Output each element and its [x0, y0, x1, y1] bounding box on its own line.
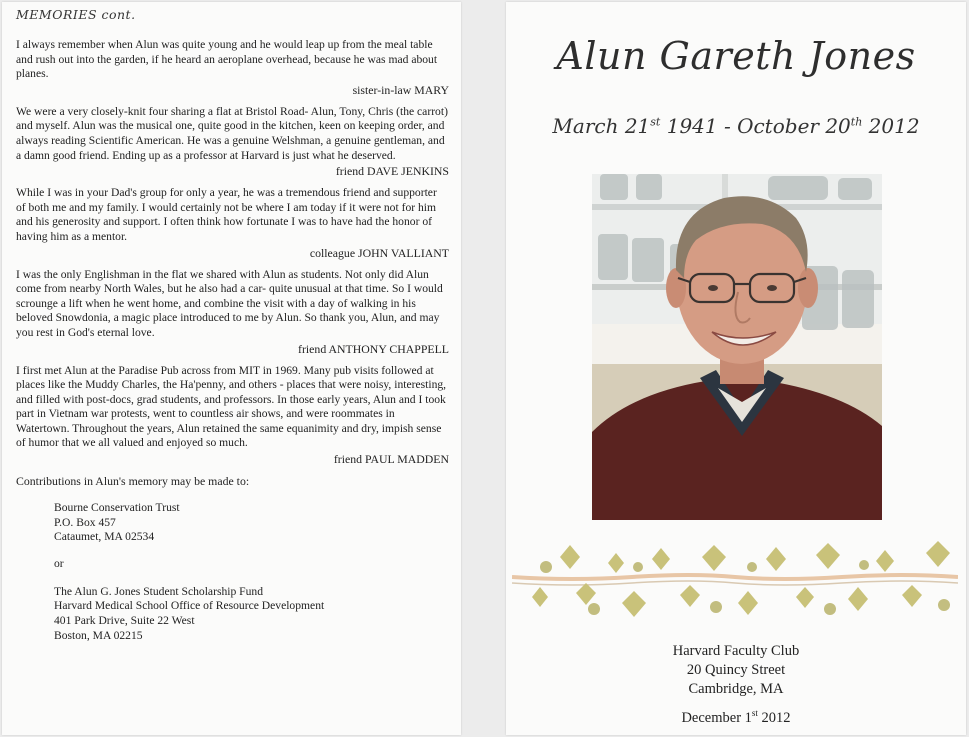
venue-line: Harvard Faculty Club [672, 643, 800, 659]
tribute-dave-jenkins [16, 105, 449, 178]
tribute-text: I first met Alun at the Paradise Pub across from MIT in 1969. Many pub visits followed at places like the Muddy Charles, the Ha'penny, and others - places that were noisy, interesting, and filled with post-docs, grad students, and professors. In those early years, Alun and I took part in Vietnam war protests, went to countless air shows, and were roommates in Watertown. Throughout the years, Alun retained the same equanimity and dry, impish sense of humor that we all valued and enjoyed so much. [16, 363, 447, 450]
venue-line: 20 Quincy Street [686, 662, 786, 678]
service-date-year: 2012 [757, 709, 791, 726]
address-line: 401 Park Drive, Suite 22 West [54, 614, 195, 628]
tribute-text: I always remember when Alun was quite young and he would leap up from the meal table and rush out into the garden, if he heard an aeroplane overhead, because he was mad about planes. [16, 38, 438, 81]
death-year: 2012 [862, 114, 920, 138]
contributions-intro: Contributions in Alun's memory may be made to: [16, 474, 250, 489]
service-date [506, 708, 966, 727]
tribute-signature: friend PAUL MADDEN [333, 452, 449, 467]
memories-heading: MEMORIES cont. [16, 7, 136, 22]
right-page [506, 2, 966, 735]
death-suffix: th [850, 115, 863, 129]
service-date-day: December 1 [681, 709, 752, 726]
address-line: P.O. Box 457 [54, 515, 116, 529]
address-line: Cataumet, MA 02534 [54, 530, 155, 544]
tribute-signature: friend ANTHONY CHAPPELL [298, 341, 449, 356]
portrait-photo [592, 174, 882, 520]
service-venue [506, 642, 966, 699]
tribute-anthony-chappell [16, 268, 449, 356]
address-line: Bourne Conservation Trust [54, 501, 180, 515]
portrait-illustration [592, 174, 882, 520]
tribute-paul-madden [16, 364, 449, 467]
tribute-mary [16, 38, 449, 97]
birth-year-death-date: 1941 - October 20 [660, 114, 851, 138]
life-dates [506, 114, 966, 138]
tribute-signature: colleague JOHN VALLIANT [309, 245, 449, 260]
tribute-john-valliant [16, 186, 449, 259]
venue-line: Cambridge, MA [688, 681, 784, 697]
memories-column [16, 7, 449, 643]
address-line: Harvard Medical School Office of Resource Development [54, 599, 325, 613]
tribute-text: I was the only Englishman in the flat we shared with Alun as students. Not only did Alun come from nearby North Wales, but he also had a car- quite unusual at that time. So I would scrounge a lift when he went home, and combine the visit with a day of walking in his beloved Snowdonia, a magic place introduced to me by Alun. So thank you, Alun, and may you rest in God's eternal love. [16, 267, 443, 339]
tribute-text: We were a very closely-knit four sharing a flat at Bristol Road- Alun, Tony, Chris (the carrot) and myself. Alun was the musical one, quite good in the kitchen, keen on keeping order, and always reading Scientific American. He was a genuine Welshman, a genuine gentleman, and a damn good friend. Ending up as a professor at Harvard is just what he deserved. [16, 104, 448, 162]
or-separator: or [54, 556, 64, 570]
tribute-signature: friend DAVE JENKINS [335, 164, 449, 179]
address-line: The Alun G. Jones Student Scholarship Fund [54, 584, 264, 598]
scholarship-fund-address [54, 585, 449, 643]
service-date-suffix: st [751, 708, 758, 718]
left-page [2, 2, 461, 735]
tribute-text: While I was in your Dad's group for only a year, he was a tremendous friend and supporter of both me and my family. I would certainly not be where I am today if it were not for him and his generosity and support. I often think how fortunate I was to have had the honor of having him as a mentor. [16, 186, 437, 243]
address-line: Boston, MA 02215 [54, 628, 143, 642]
birth-date: March 21 [552, 114, 651, 138]
bourne-conservation-address [54, 501, 449, 545]
deceased-name: Alun Gareth Jones [556, 34, 916, 78]
tribute-signature: sister-in-law MARY [352, 82, 449, 97]
birth-suffix: st [650, 115, 661, 129]
ivy-vine-ornament [512, 537, 958, 627]
